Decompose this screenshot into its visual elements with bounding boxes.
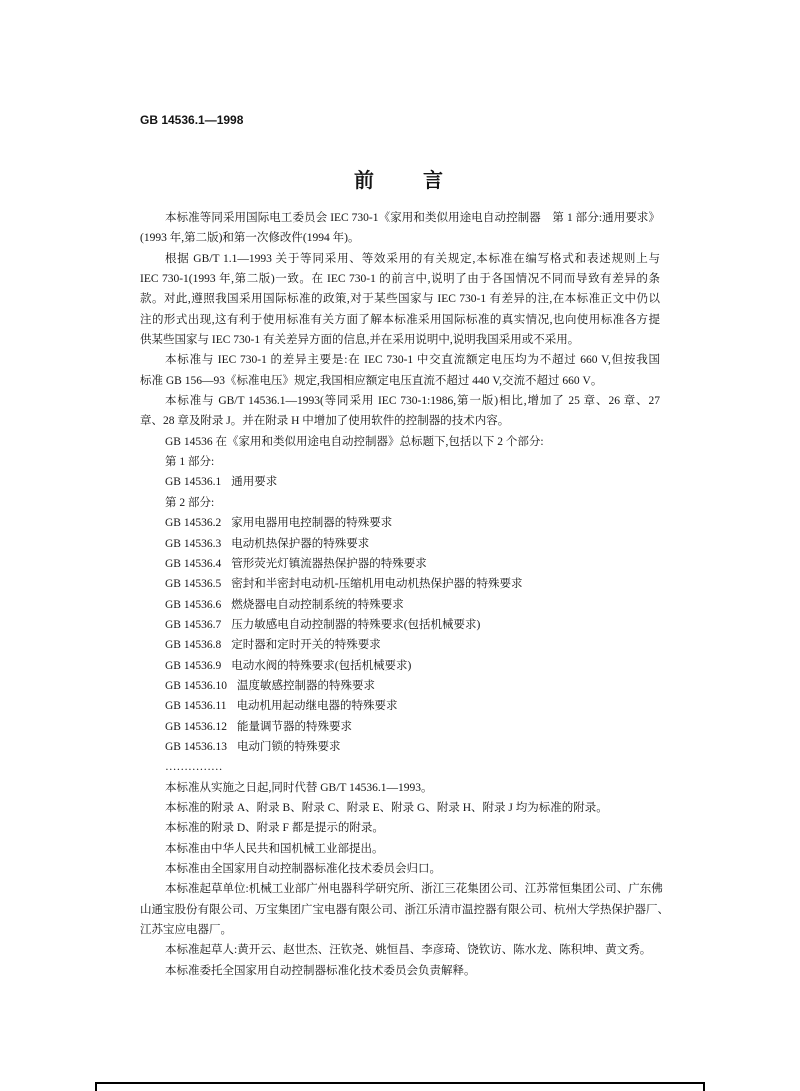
list-continuation-dots: ……………	[165, 761, 223, 774]
standard-part-item	[140, 656, 660, 676]
preface-paragraph	[140, 249, 660, 351]
paragraph-line: 本标准与 IEC 730-1 的差异主要是:在 IEC 730-1 中交直流额定电压均为不超过 660 V,但按我国	[165, 354, 660, 367]
standard-title: 通用要求	[231, 476, 278, 489]
standard-part-item	[140, 595, 660, 615]
standard-title: 电动机用起动继电器的特殊要求	[236, 700, 398, 713]
closing-paragraph	[140, 839, 660, 859]
preface-paragraph	[140, 391, 660, 432]
paragraph-line: 江苏宝应电器厂。	[140, 924, 232, 937]
paragraph-line: 本标准从实施之日起,同时代替 GB/T 14536.1—1993。	[165, 781, 433, 794]
standard-title: 电动机热保护器的特殊要求	[231, 537, 370, 550]
paragraph-line: 本标准由中华人民共和国机械工业部提出。	[165, 842, 384, 855]
paragraph-line: IEC 730-1(1993 年,第二版)一致。在 IEC 730-1 的前言中,说明了由于各国情况不同而导致有差异的条	[140, 273, 660, 286]
paragraph-line: 本标准的附录 A、附录 B、附录 C、附录 E、附录 G、附录 H、附录 J 均为标准的附录。	[165, 801, 608, 814]
standard-part-item	[140, 676, 660, 696]
paragraph-line: 标准 GB 156—93《标准电压》规定,我国相应额定电压直流不超过 440 V,交流不超过 660 V。	[140, 374, 603, 387]
standard-code: GB 14536.5	[165, 578, 222, 591]
standard-title: 密封和半密封电动机-压缩机用电动机热保护器的特殊要求	[231, 578, 523, 591]
paragraph-line: 根据 GB/T 1.1—1993 关于等同采用、等效采用的有关规定,本标准在编写格式和表述规则上与	[165, 252, 660, 265]
standard-parts-list	[140, 452, 660, 778]
paragraph-line: 本标准由全国家用自动控制器标准化技术委员会归口。	[165, 863, 441, 875]
paragraph-line: (1993 年,第二版)和第一次修改件(1994 年)。	[140, 232, 360, 245]
paragraph-line: 章、28 章及附录 J。并在附录 H 中增加了使用软件的控制器的技术内容。	[140, 415, 510, 428]
preface-body	[140, 208, 669, 981]
standard-title: 燃烧器电自动控制系统的特殊要求	[231, 598, 404, 611]
standard-title: 能量调节器的特殊要求	[236, 720, 352, 733]
paragraph-line: 注的形式出现,这有利于使用标准有关方面了解本标准采用国际标准的真实情况,也向使用标准各方提	[140, 313, 660, 326]
part-label: 第 2 部分:	[165, 496, 215, 509]
standard-code: GB 14536.6	[165, 598, 222, 611]
standard-title: 电动门锁的特殊要求	[236, 740, 341, 753]
preface-paragraph	[140, 350, 660, 391]
standard-part-item	[140, 696, 660, 716]
standard-part-item	[140, 513, 660, 533]
standard-title: 电动水阀的特殊要求(包括机械要求)	[231, 659, 412, 672]
paragraph-line: 本标准起草单位:机械工业部广州电器科学研究所、浙江三花集团公司、江苏常恒集团公司、广东佛	[165, 883, 663, 896]
standard-title: 温度敏感控制器的特殊要求	[236, 679, 375, 692]
standard-code: GB 14536.7	[165, 618, 222, 631]
page-frame-border	[95, 1082, 705, 1091]
standard-code: GB 14536.9	[165, 659, 222, 672]
part-label: 第 1 部分:	[165, 456, 215, 469]
standard-title: 定时器和定时开关的特殊要求	[231, 639, 381, 652]
paragraph-line: 本标准等同采用国际电工委员会 IEC 730-1《家用和类似用途电自动控制器 第 1 部分:通用要求》	[165, 212, 660, 224]
standard-title: 管形荧光灯镇流器热保护器的特殊要求	[231, 557, 427, 570]
standard-part-item	[140, 574, 660, 594]
closing-paragraph	[140, 879, 669, 940]
standard-part-item	[140, 472, 660, 492]
preface-paragraph	[140, 432, 660, 452]
standard-part-item	[140, 717, 660, 737]
standard-code: GB 14536.13	[165, 740, 227, 753]
preface-paragraph	[140, 208, 660, 249]
standard-part-item	[140, 534, 660, 554]
standard-code: GB 14536.1	[165, 476, 222, 489]
standard-code: GB 14536.8	[165, 639, 222, 652]
paragraph-line: 本标准与 GB/T 14536.1—1993(等同采用 IEC 730-1:1986,第一版)相比,增加了 25 章、26 章、27	[165, 395, 660, 408]
closing-paragraph	[140, 961, 660, 981]
closing-paragraph	[140, 818, 660, 838]
standard-code: GB 14536.2	[165, 517, 222, 530]
paragraph-line: 本标准起草人:黄开云、赵世杰、汪钦尧、姚恒昌、李彦琦、饶钦访、陈水龙、陈积坤、黄文秀。	[165, 944, 652, 957]
preface-title: 前 言	[354, 170, 446, 192]
standard-code: GB 14536.11	[165, 700, 227, 713]
standard-code: GB 14536.4	[165, 557, 222, 570]
standard-part-item	[140, 554, 660, 574]
standard-code: GB 14536.10	[165, 679, 227, 692]
paragraph-line: 供某些国家与 IEC 730-1 有关差异方面的信息,并在采用说明中,说明我国采用或不采用。	[140, 334, 580, 347]
closing-paragraph	[140, 940, 660, 960]
standard-title: 压力敏感电自动控制器的特殊要求(包括机械要求)	[231, 618, 481, 631]
standard-title: 家用电器用电控制器的特殊要求	[231, 517, 393, 530]
standard-part-item	[140, 737, 660, 757]
standard-part-item	[140, 615, 660, 635]
paragraph-line: 款。对此,遵照我国采用国际标准的政策,对于某些国家与 IEC 730-1 有差异的注,在本标准正文中仍以	[140, 293, 660, 306]
closing-paragraph	[140, 859, 660, 879]
standard-code: GB 14536.3	[165, 537, 222, 550]
paragraph-line: 山通宝股份有限公司、万宝集团广宝电器有限公司、浙江乐清市温控器有限公司、杭州大学热保护器厂、	[140, 903, 669, 916]
closing-paragraph	[140, 778, 660, 798]
paragraph-line: 本标准委托全国家用自动控制器标准化技术委员会负责解释。	[165, 964, 476, 977]
standard-part-item	[140, 635, 660, 655]
document-number: GB 14536.1—1998	[140, 113, 244, 127]
paragraph-line: GB 14536 在《家用和类似用途电自动控制器》总标题下,包括以下 2 个部分:	[165, 435, 544, 448]
standard-code: GB 14536.12	[165, 720, 227, 733]
closing-paragraph	[140, 798, 660, 818]
paragraph-line: 本标准的附录 D、附录 F 都是提示的附录。	[165, 822, 384, 835]
